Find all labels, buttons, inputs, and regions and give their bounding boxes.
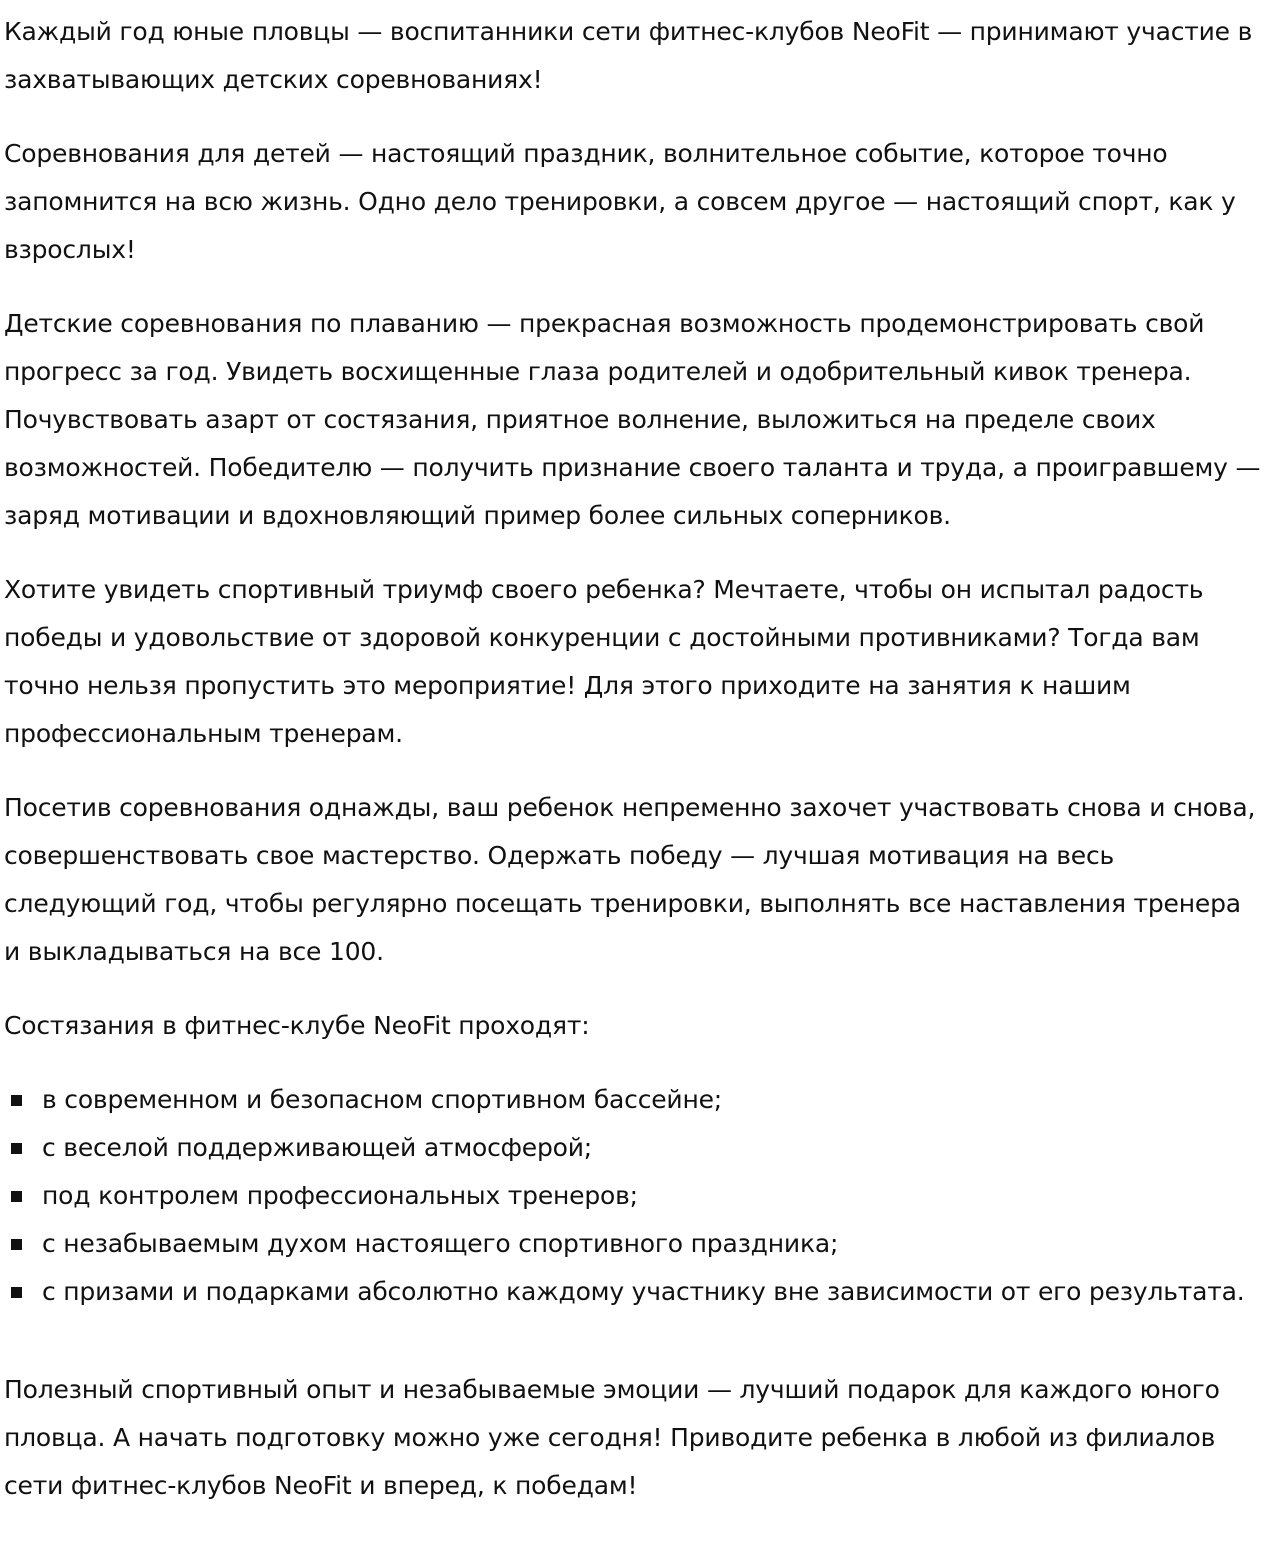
bullet-square-icon [11,1287,22,1298]
list-item [4,1172,1264,1220]
paragraph-closing: Полезный спортивный опыт и незабываемые эмоции — лучший подарок для каждого юного пловца. А начать подготовку можно уже сегодня! Приводите ребенка в любой из филиалов сети фитнес-клубов NeoFit и вперед, к победам! [4,1375,1220,1500]
bullet-square-icon [11,1239,22,1250]
paragraph-progress: Детские соревнования по плаванию — прекрасная возможность продемонстрировать свой прогресс за год. Увидеть восхищенные глаза родителей и одобрительный кивок тренера. Почувствовать азарт от состязания, приятное волнение, выложиться на пределе своих возможностей. Победителю — получить признание своего таланта и труда, а проигравшему — заряд мотивации и вдохновляющий пример более сильных соперников. [4,309,1261,530]
paragraph-holiday: Соревнования для детей — настоящий праздник, волнительное событие, которое точно запомнится на всю жизнь. Одно дело тренировки, а совсем другое — настоящий спорт, как у взрослых! [4,139,1236,264]
list-item [4,1268,1264,1316]
paragraph-motivation: Посетив соревнования однажды, ваш ребенок непременно захочет участвовать снова и снова, совершенствовать свое мастерство. Одержать победу — лучшая мотивация на весь следующий год, чтобы регулярно посещать тренировки, выполнять все наставления тренера и выкладываться на все 100. [4,793,1256,966]
bullet-square-icon [11,1191,22,1202]
list-item-text: под контролем профессиональных тренеров; [42,1181,638,1210]
paragraph-list-lead-in: Состязания в фитнес-клубе NeoFit проходят: [4,1011,590,1040]
list-item-text: в современном и безопасном спортивном бассейне; [42,1085,723,1114]
list-item-text: с призами и подарками абсолютно каждому участнику вне зависимости от его результата. [42,1277,1245,1306]
list-item [4,1220,1264,1268]
bullet-square-icon [11,1095,22,1106]
list-item-text: с веселой поддерживающей атмосферой; [42,1133,593,1162]
paragraph-triumph: Хотите увидеть спортивный триумф своего ребенка? Мечтаете, чтобы он испытал радость победы и удовольствие от здоровой конкуренции с достойными противниками? Тогда вам точно нельзя пропустить это мероприятие! Для этого приходите на занятия к нашим профессиональным тренерам. [4,575,1204,748]
bullet-square-icon [11,1143,22,1154]
bullet-list [4,1076,1264,1316]
list-item-text: с незабываемым духом настоящего спортивного праздника; [42,1229,839,1258]
list-item [4,1124,1264,1172]
list-item [4,1076,1264,1124]
paragraph-intro: Каждый год юные пловцы — воспитанники сети фитнес-клубов NeoFit — принимают участие в захватывающих детских соревнованиях! [4,17,1253,94]
